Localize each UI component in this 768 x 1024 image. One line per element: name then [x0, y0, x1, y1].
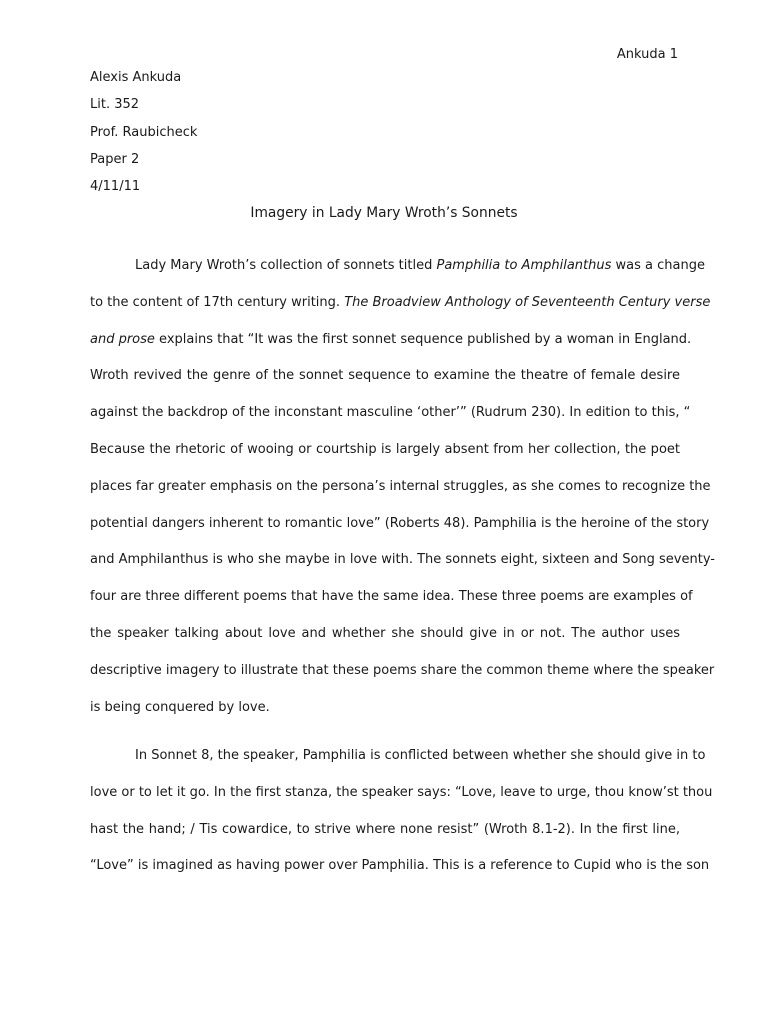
date: 4/11/11: [90, 179, 141, 195]
paragraph-line: four are three different poems that have the same idea. These three poems are examples of: [90, 589, 693, 605]
course-number: Lit. 352: [90, 97, 140, 113]
paragraph-line: “Love” is imagined as having power over Pamphilia. This is a reference to Cupid who is the son: [90, 858, 710, 874]
paragraph-line: In Sonnet 8, the speaker, Pamphilia is conflicted between whether she should give in to: [135, 748, 706, 763]
paragraph-line: to the content of 17th century writing. The Broadview Anthology of Seventeenth Century verse: [90, 294, 711, 310]
italic-title: The Broadview Anthology of Seventeenth Century verse: [344, 294, 711, 310]
paragraph-line: against the backdrop of the inconstant masculine ‘other’” (Rudrum 230). In edition to this, “: [90, 405, 691, 421]
paragraph-1: [90, 248, 715, 726]
paragraph-line: descriptive imagery to illustrate that these poems share the common theme where the speaker: [90, 662, 715, 678]
professor-name: Prof. Raubicheck: [90, 124, 198, 140]
paragraph-line: Because the rhetoric of wooing or courtship is largely absent from her collection, the poet: [90, 441, 680, 457]
paragraph-line: and prose explains that “It was the first sonnet sequence published by a woman in England.: [90, 331, 692, 347]
paragraph-line: hast the hand; / Tis cowardice, to strive where none resist” (Wroth 8.1-2). In the first line,: [90, 821, 680, 837]
paragraph-line: is being conquered by love.: [90, 699, 270, 715]
author-name: Alexis Ankuda: [90, 70, 182, 85]
assignment-name: Paper 2: [90, 151, 140, 167]
paragraph-line: the speaker talking about love and whether she should give in or not. The author uses: [90, 625, 680, 641]
heading-block: [90, 64, 197, 200]
italic-title: Pamphilia to Amphilanthus: [436, 258, 612, 273]
italic-title: and prose: [90, 331, 155, 347]
essay-title: Imagery in Lady Mary Wroth’s Sonnets: [250, 205, 518, 221]
paragraph-line: love or to let it go. In the first stanza, the speaker says: “Love, leave to urge, thou know’st thou: [90, 784, 713, 800]
paragraph-line: places far greater emphasis on the persona’s internal struggles, as she comes to recognize the: [90, 478, 711, 494]
paragraph-line: and Amphilanthus is who she maybe in love with. The sonnets eight, sixteen and Song seventy-: [90, 552, 715, 568]
paragraph-line: potential dangers inherent to romantic love” (Roberts 48). Pamphilia is the heroine of the story: [90, 515, 710, 531]
running-header: Ankuda 1: [616, 47, 678, 62]
paragraph-line: Lady Mary Wroth’s collection of sonnets titled Pamphilia to Amphilanthus was a change: [135, 258, 705, 273]
paragraph-2: [90, 738, 713, 885]
paragraph-line: Wroth revived the genre of the sonnet sequence to examine the theatre of female desire: [90, 368, 680, 384]
